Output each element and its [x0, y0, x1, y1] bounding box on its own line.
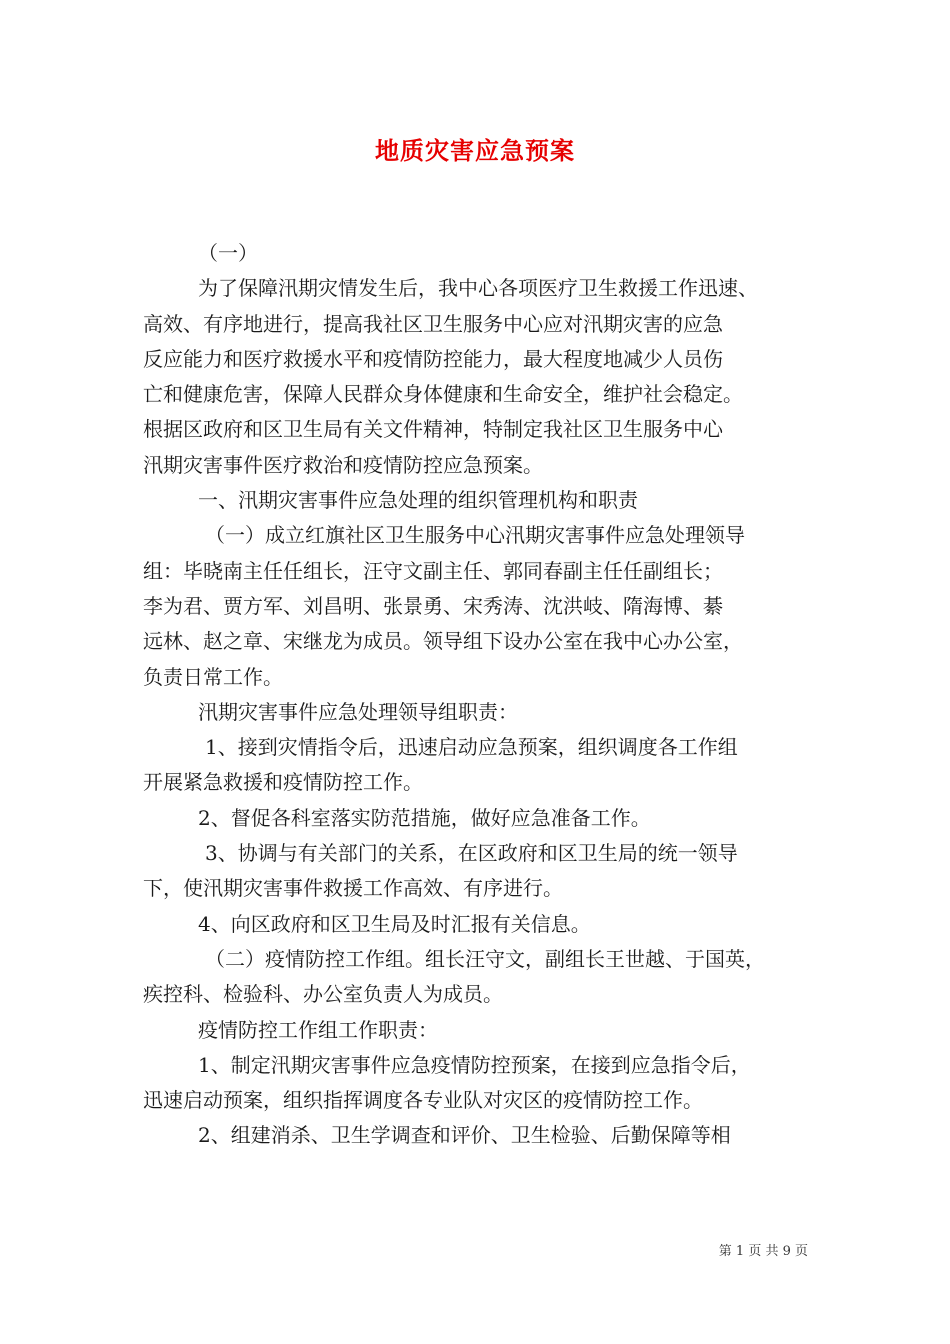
paragraph-line: 根据区政府和区卫生局有关文件精神，特制定我社区卫生服务中心 — [143, 417, 723, 442]
document-title: 地质灾害应急预案 — [375, 136, 575, 165]
section-marker: （一） — [198, 241, 258, 265]
paragraph-line: 反应能力和医疗救援水平和疫情防控能力，最大程度地减少人员伤 — [143, 346, 723, 371]
paragraph-line: 为了保障汛期灾情发生后，我中心各项医疗卫生救援工作迅速、 — [198, 276, 758, 301]
list-item: 1、制定汛期灾害事件应急疫情防控预案，在接到应急指令后， — [198, 1052, 751, 1077]
list-item: 1、接到灾情指令后，迅速启动应急预案，组织调度各工作组 — [205, 735, 738, 760]
list-item: 2、督促各科室落实防范措施，做好应急准备工作。 — [198, 805, 651, 830]
list-item: 3、协调与有关部门的关系，在区政府和区卫生局的统一领导 — [205, 841, 738, 866]
paragraph-line: 迅速启动预案，组织指挥调度各专业队对灾区的疫情防控工作。 — [143, 1088, 703, 1113]
paragraph-line: 李为君、贾方军、刘昌明、张景勇、宋秀涛、沈洪岐、隋海博、綦 — [143, 593, 723, 618]
document-body — [143, 236, 808, 1154]
paragraph-line: 疾控科、检验科、办公室负责人为成员。 — [143, 982, 503, 1007]
list-item: 4、向区政府和区卫生局及时汇报有关信息。 — [198, 911, 591, 936]
paragraph-line: 负责日常工作。 — [143, 664, 283, 689]
paragraph-line: 下，使汛期灾害事件救援工作高效、有序进行。 — [143, 876, 563, 901]
paragraph-line: 远林、赵之章、宋继龙为成员。领导组下设办公室在我中心办公室， — [143, 629, 743, 654]
paragraph-line: （二）疫情防控工作组。组长汪守文，副组长王世越、于国英， — [205, 946, 765, 971]
paragraph-line: 疫情防控工作组工作职责： — [198, 1017, 438, 1042]
paragraph-line: 汛期灾害事件医疗救治和疫情防控应急预案。 — [143, 452, 543, 477]
paragraph-line: 高效、有序地进行，提高我社区卫生服务中心应对汛期灾害的应急 — [143, 311, 723, 336]
paragraph-line: 亡和健康危害，保障人民群众身体健康和生命安全，维护社会稳定。 — [143, 382, 743, 407]
paragraph-line: （一）成立红旗社区卫生服务中心汛期灾害事件应急处理领导 — [205, 523, 745, 548]
paragraph-line: 组：毕晓南主任任组长，汪守文副主任、郭同春副主任任副组长； — [143, 558, 723, 583]
paragraph-line: 汛期灾害事件应急处理领导组职责： — [198, 699, 518, 724]
section-heading: 一、汛期灾害事件应急处理的组织管理机构和职责 — [198, 488, 638, 513]
list-item: 2、组建消杀、卫生学调查和评价、卫生检验、后勤保障等相 — [198, 1123, 731, 1148]
page-number: 第 1 页 共 9 页 — [718, 1244, 808, 1259]
paragraph-line: 开展紧急救援和疫情防控工作。 — [143, 770, 423, 795]
